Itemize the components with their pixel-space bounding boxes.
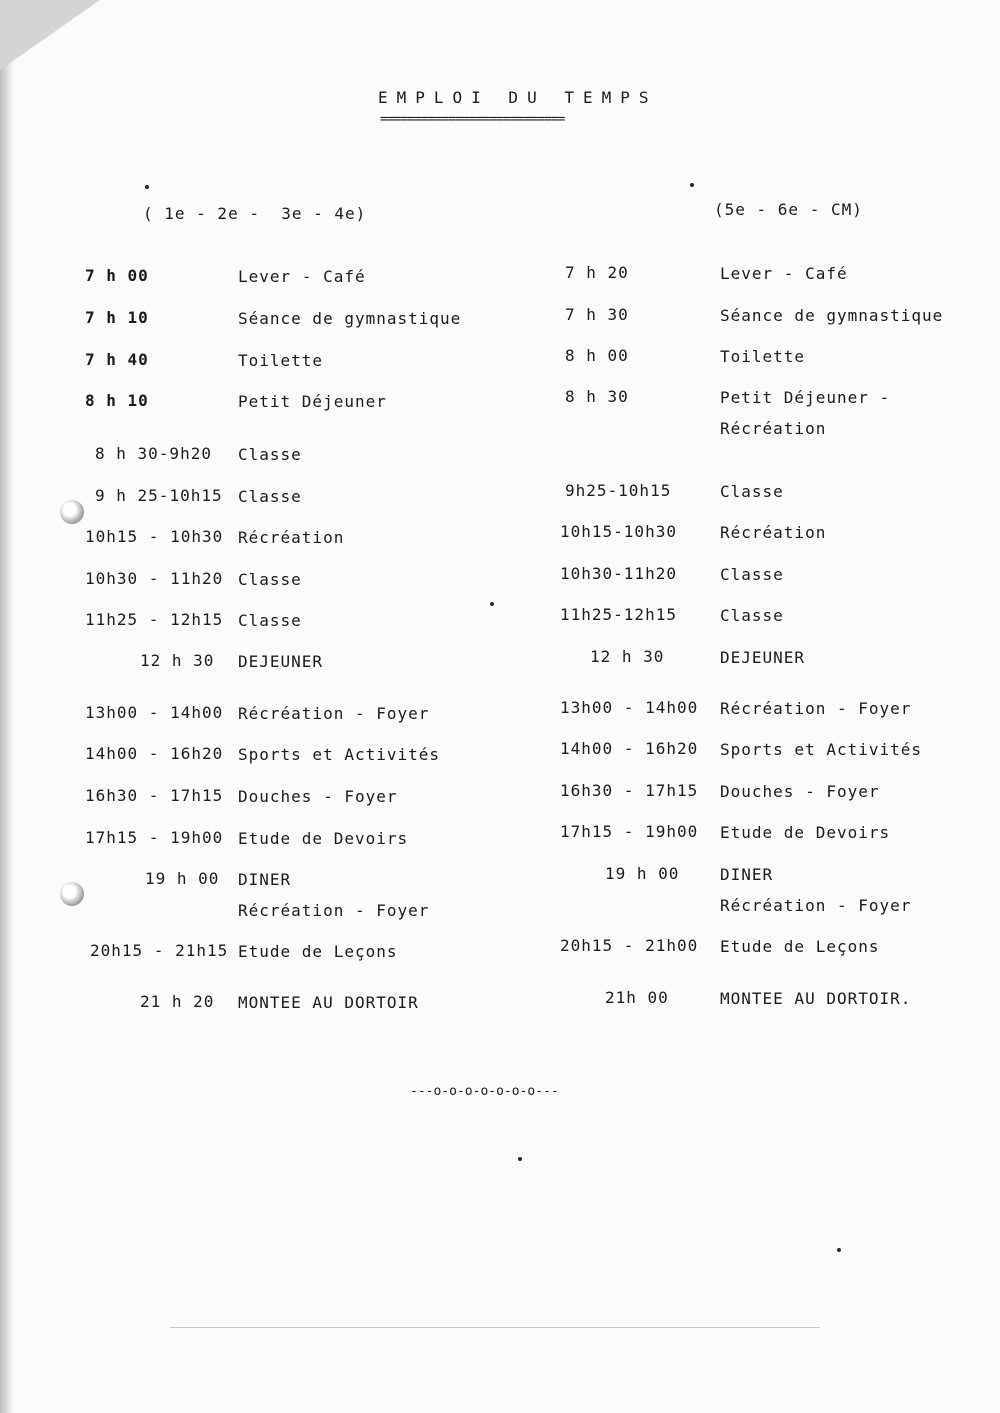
time-slot: 7 h 10: [85, 308, 149, 327]
time-slot: 10h30-11h20: [560, 564, 677, 583]
activity: [238, 744, 440, 765]
time-slot: 20h15 - 21h00: [560, 936, 699, 955]
activity: [720, 564, 784, 585]
time-slot: 7 h 20: [565, 263, 629, 282]
time-slot: 11h25 - 12h15: [85, 610, 224, 629]
activity: [238, 391, 387, 412]
time-slot: 13h00 - 14h00: [560, 698, 699, 717]
activity: [720, 305, 943, 326]
activity: [238, 610, 302, 631]
punch-hole: [60, 882, 84, 906]
activity-line: Classe: [238, 570, 302, 589]
activity: [238, 869, 429, 921]
activity: [238, 703, 429, 724]
activity: [720, 988, 911, 1009]
activity: [720, 698, 911, 719]
time-slot: 7 h 30: [565, 305, 629, 324]
activity: [720, 346, 805, 367]
activity-line: Etude de Leçons: [720, 937, 880, 956]
time-slot: 8 h 10: [85, 391, 149, 410]
activity: [238, 569, 302, 590]
activity: [238, 266, 366, 287]
activity-line: Sports et Activités: [238, 745, 441, 764]
ink-speck: [518, 1157, 522, 1161]
activity-line: Sports et Activités: [720, 740, 923, 759]
time-slot: 8 h 30-9h20: [95, 444, 212, 463]
activity-line: Récréation: [720, 419, 827, 438]
activity-line: Récréation: [238, 528, 345, 547]
activity-line: Récréation - Foyer: [238, 704, 430, 723]
folded-corner: [0, 0, 100, 70]
activity: [720, 263, 848, 284]
activity: [720, 781, 880, 802]
activity-line: Séance de gymnastique: [238, 309, 462, 328]
activity-line: Récréation - Foyer: [720, 699, 912, 718]
ink-speck: [837, 1248, 841, 1252]
activity: [238, 486, 302, 507]
time-slot: 16h30 - 17h15: [85, 786, 224, 805]
activity: [720, 387, 890, 439]
time-slot: 8 h 30: [565, 387, 629, 406]
activity-line: DINER: [238, 870, 292, 889]
ink-speck: [145, 185, 149, 189]
activity-line: Douches - Foyer: [720, 782, 880, 801]
activity: [720, 822, 890, 843]
activity-line: Toilette: [720, 347, 806, 366]
activity: [720, 481, 784, 502]
punch-hole: [60, 500, 84, 524]
activity-line: DINER: [720, 865, 774, 884]
activity-line: Classe: [720, 565, 784, 584]
time-slot: 21h 00: [605, 988, 669, 1007]
activity-line: Séance de gymnastique: [720, 306, 944, 325]
activity-line: Petit Déjeuner: [238, 392, 387, 411]
activity-line: Récréation: [720, 523, 827, 542]
activity: [720, 739, 922, 760]
activity-line: DEJEUNER: [720, 648, 806, 667]
time-slot: 7 h 40: [85, 350, 149, 369]
scan-artifact-line: [170, 1327, 820, 1328]
time-slot: 14h00 - 16h20: [85, 744, 224, 763]
activity-line: Petit Déjeuner -: [720, 388, 891, 407]
left-group-heading: ( 1e - 2e - 3e - 4e): [143, 204, 367, 223]
activity: [238, 992, 419, 1013]
activity-line: Classe: [720, 606, 784, 625]
activity: [238, 828, 408, 849]
time-slot: 17h15 - 19h00: [560, 822, 699, 841]
activity-line: Classe: [238, 611, 302, 630]
page-title: EMPLOI DU TEMPS: [378, 88, 658, 107]
activity-line: Récréation - Foyer: [238, 901, 430, 920]
time-slot: 7 h 00: [85, 266, 149, 285]
activity: [238, 444, 302, 465]
time-slot: 17h15 - 19h00: [85, 828, 224, 847]
activity: [720, 936, 880, 957]
activity-line: Etude de Leçons: [238, 942, 398, 961]
time-slot: 12 h 30: [140, 651, 215, 670]
right-group-heading: (5e - 6e - CM): [714, 200, 863, 219]
time-slot: 10h15 - 10h30: [85, 527, 224, 546]
time-slot: 9 h 25-10h15: [95, 486, 223, 505]
activity-line: MONTEE AU DORTOIR.: [720, 989, 912, 1008]
activity: [238, 941, 398, 962]
time-slot: 11h25-12h15: [560, 605, 677, 624]
activity-line: Douches - Foyer: [238, 787, 398, 806]
time-slot: 14h00 - 16h20: [560, 739, 699, 758]
scan-edge-shadow: [0, 0, 14, 1413]
activity-line: Classe: [238, 445, 302, 464]
time-slot: 12 h 30: [590, 647, 665, 666]
activity-line: Lever - Café: [720, 264, 848, 283]
time-slot: 21 h 20: [140, 992, 215, 1011]
time-slot: 19 h 00: [145, 869, 220, 888]
time-slot: 10h30 - 11h20: [85, 569, 224, 588]
title-underline: ===========================: [380, 112, 565, 127]
activity-line: MONTEE AU DORTOIR: [238, 993, 419, 1012]
activity: [238, 527, 344, 548]
activity: [720, 522, 826, 543]
activity: [238, 651, 323, 672]
time-slot: 19 h 00: [605, 864, 680, 883]
time-slot: 9h25-10h15: [565, 481, 672, 500]
activity: [720, 864, 911, 916]
activity-line: Etude de Devoirs: [720, 823, 891, 842]
time-slot: 20h15 - 21h15: [90, 941, 229, 960]
activity-line: Etude de Devoirs: [238, 829, 409, 848]
footer-ornament: ---o-o-o-o-o-o-o---: [410, 1084, 559, 1099]
activity-line: Toilette: [238, 351, 324, 370]
activity: [238, 786, 398, 807]
time-slot: 16h30 - 17h15: [560, 781, 699, 800]
time-slot: 10h15-10h30: [560, 522, 677, 541]
time-slot: 13h00 - 14h00: [85, 703, 224, 722]
activity: [720, 647, 805, 668]
activity: [238, 308, 461, 329]
ink-speck: [490, 602, 494, 606]
activity-line: Classe: [720, 482, 784, 501]
activity-line: Lever - Café: [238, 267, 366, 286]
activity-line: Classe: [238, 487, 302, 506]
activity: [238, 350, 323, 371]
ink-speck: [690, 183, 694, 187]
activity-line: Récréation - Foyer: [720, 896, 912, 915]
activity-line: DEJEUNER: [238, 652, 324, 671]
activity: [720, 605, 784, 626]
time-slot: 8 h 00: [565, 346, 629, 365]
